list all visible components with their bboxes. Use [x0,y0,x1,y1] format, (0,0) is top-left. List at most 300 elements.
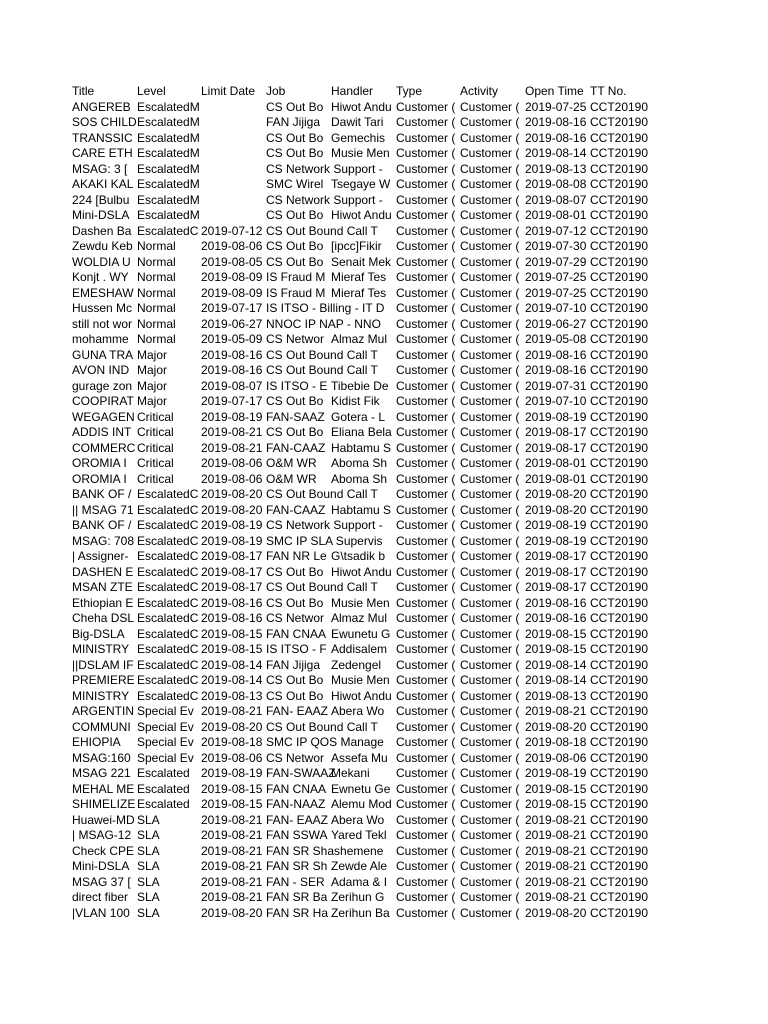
cell-open-time: 2019-08-19 [525,766,587,780]
cell-type: Customer ( [396,595,456,610]
cell-title: MSAG 37 [ [72,874,131,889]
cell-open-time: 2019-08-21 [525,890,587,904]
table-row [0,208,768,224]
cell-job: FAN SR Ha [266,905,329,920]
header-open-time: Open Time [525,84,584,98]
cell-tt-no: CCT20190 [590,564,649,579]
cell-tt-no: CCT20190 [590,177,649,191]
cell-level: Normal [137,270,176,284]
cell-level: Special Ev [137,719,194,734]
cell-job: O&M WR [266,456,317,470]
cell-activity: Customer ( [460,580,520,594]
cell-level: SLA [137,890,160,904]
cell-open-time: 2019-08-15 [525,642,587,656]
cell-level: EscalatedM [137,130,200,145]
cell-activity: Customer ( [460,347,520,362]
cell-title: MEHAL ME [72,781,135,796]
cell-tt-no: CCT20190 [590,99,649,114]
cell-job: FAN-SAAZ [266,409,325,424]
cell-handler: Tsegaye W [331,177,391,191]
cell-job: CS Out Bound Call T [266,347,378,362]
cell-activity: Customer ( [460,440,520,455]
cell-title: Mini-DSLA [72,859,130,873]
cell-type: Customer ( [396,347,456,362]
cell-tt-no: CCT20190 [590,704,649,718]
cell-title: MSAG: 3 [ [72,161,128,176]
cell-handler: Almaz Mul [331,332,388,346]
cell-limit-date: 2019-08-21 [201,425,263,439]
table-row [0,673,768,689]
cell-handler [331,518,396,534]
cell-handler [331,363,396,379]
cell-title: TRANSSIC [72,130,133,145]
cell-open-time: 2019-06-27 [525,316,587,331]
table-row [0,766,768,782]
cell-handler: Tibebie De [331,378,389,393]
cell-level: SLA [137,859,160,873]
cell-open-time: 2019-08-20 [525,487,587,501]
cell-title: Dashen Ba [72,223,132,238]
cell-level: EscalatedC [137,611,199,625]
cell-tt-no: CCT20190 [590,146,649,160]
table-row [0,270,768,286]
cell-activity: Customer ( [460,549,520,563]
cell-tt-no: CCT20190 [590,797,649,811]
cell-limit-date: 2019-08-18 [201,735,263,749]
cell-activity: Customer ( [460,99,520,114]
cell-open-time: 2019-08-13 [525,688,587,703]
cell-limit-date: 2019-08-17 [201,564,263,579]
table-row [0,487,768,503]
cell-limit-date: 2019-08-21 [201,440,263,455]
cell-type: Customer ( [396,192,456,207]
cell-limit-date: 2019-08-21 [201,704,263,718]
cell-limit-date [201,100,266,116]
cell-title: MSAG 221 [72,766,131,780]
cell-level: EscalatedC [137,688,199,703]
cell-handler: Zerihun G [331,890,385,904]
cell-limit-date: 2019-05-09 [201,332,263,346]
cell-job: CS Out Bo [266,146,324,160]
cell-handler [331,317,396,333]
cell-handler [331,162,396,178]
cell-title: Big-DSLA [72,626,125,641]
cell-tt-no: CCT20190 [590,409,649,424]
cell-open-time: 2019-08-16 [525,115,587,129]
cell-type: Customer ( [396,456,456,470]
cell-job: CS Out Bo [266,564,324,579]
cell-limit-date: 2019-08-07 [201,378,263,393]
cell-open-time: 2019-08-01 [525,471,587,486]
cell-type: Customer ( [396,254,456,269]
table-row [0,115,768,131]
cell-open-time: 2019-08-21 [525,812,587,827]
cell-type: Customer ( [396,130,456,145]
table-row [0,549,768,565]
cell-activity: Customer ( [460,812,520,827]
cell-limit-date: 2019-08-13 [201,688,263,703]
cell-type: Customer ( [396,208,456,222]
cell-type: Customer ( [396,332,456,346]
cell-open-time: 2019-08-14 [525,146,587,160]
cell-handler: Aboma Sh [331,456,388,470]
cell-handler: Senait Mek [331,254,392,269]
cell-open-time: 2019-08-20 [525,905,587,920]
cell-limit-date: 2019-08-14 [201,657,263,672]
table-row [0,875,768,891]
cell-type: Customer ( [396,99,456,114]
cell-handler [331,735,396,751]
cell-tt-no: CCT20190 [590,378,649,393]
cell-level: Major [137,363,168,377]
cell-title: direct fiber [72,890,129,904]
cell-tt-no: CCT20190 [590,425,649,439]
cell-activity: Customer ( [460,487,520,501]
table-row [0,379,768,395]
table-row [0,441,768,457]
cell-open-time: 2019-08-21 [525,828,587,842]
cell-open-time: 2019-08-14 [525,673,587,687]
cell-level: Special Ev [137,735,194,749]
cell-tt-no: CCT20190 [590,487,649,501]
cell-handler: [ipcc]Fikir [331,239,382,253]
cell-limit-date: 2019-08-20 [201,487,263,501]
cell-title: Cheha DSL [72,611,135,625]
table-row [0,410,768,426]
cell-job: CS Out Bo [266,239,324,253]
cell-limit-date [201,162,266,178]
cell-job: CS Out Bound Call T [266,719,378,734]
cell-handler: Hiwot Andu [331,688,392,703]
cell-activity: Customer ( [460,285,520,300]
cell-level: SLA [137,843,160,858]
cell-tt-no: CCT20190 [590,332,649,346]
cell-open-time: 2019-08-01 [525,208,587,222]
cell-handler [331,224,396,240]
cell-level: SLA [137,874,160,889]
cell-handler: Zewde Ale [331,859,388,873]
header-title: Title [72,84,95,98]
cell-limit-date: 2019-08-21 [201,859,263,873]
table-row [0,472,768,488]
cell-title: DASHEN E [72,564,134,579]
header-activity: Activity [460,84,499,98]
cell-tt-no: CCT20190 [590,285,649,300]
cell-handler: Musie Men [331,146,390,160]
cell-type: Customer ( [396,642,456,656]
cell-tt-no: CCT20190 [590,595,649,610]
cell-limit-date: 2019-08-17 [201,549,263,563]
cell-activity: Customer ( [460,425,520,439]
cell-handler: Addisalem [331,642,388,656]
cell-level: EscalatedC [137,626,199,641]
cell-tt-no: CCT20190 [590,549,649,563]
cell-level: EscalatedC [137,657,199,672]
cell-level: Normal [137,301,176,315]
cell-open-time: 2019-07-25 [525,270,587,284]
table-row [0,425,768,441]
table-row [0,177,768,193]
cell-activity: Customer ( [460,704,520,718]
cell-job: CS Out Bo [266,254,324,269]
cell-type: Customer ( [396,812,456,827]
cell-title: |VLAN 100 [72,905,130,920]
cell-job: CS Out Bo [266,208,324,222]
cell-limit-date: 2019-08-19 [201,518,263,532]
cell-tt-no: CCT20190 [590,688,649,703]
cell-title: BANK OF / [72,518,132,532]
cell-handler: Ewunetu G [331,626,391,641]
table-row [0,859,768,875]
cell-job: O&M WR [266,471,317,486]
cell-limit-date: 2019-08-16 [201,363,263,377]
cell-limit-date: 2019-07-12 [201,223,263,238]
cell-activity: Customer ( [460,363,520,377]
cell-job: FAN Jijiga [266,115,321,129]
cell-limit-date [201,177,266,193]
cell-activity: Customer ( [460,378,520,393]
cell-limit-date: 2019-07-17 [201,301,263,315]
cell-title: MSAG:160 [72,750,131,765]
cell-open-time: 2019-08-08 [525,177,587,191]
cell-limit-date: 2019-08-19 [201,409,263,424]
cell-title: still not wor [72,316,133,331]
cell-open-time: 2019-08-21 [525,843,587,858]
cell-type: Customer ( [396,843,456,858]
cell-type: Customer ( [396,673,456,687]
cell-activity: Customer ( [460,502,520,517]
cell-tt-no: CCT20190 [590,130,649,145]
cell-type: Customer ( [396,270,456,284]
cell-type: Customer ( [396,580,456,594]
cell-handler: Eliana Bela [331,425,392,439]
cell-tt-no: CCT20190 [590,905,649,920]
cell-level: EscalatedM [137,115,200,129]
cell-handler: Yared Tekl [331,828,387,842]
cell-job: FAN-NAAZ [266,797,326,811]
table-row [0,255,768,271]
cell-type: Customer ( [396,239,456,253]
cell-open-time: 2019-08-16 [525,595,587,610]
cell-job: FAN CNAA [266,781,327,796]
cell-job: CS Out Bo [266,99,324,114]
cell-type: Customer ( [396,177,456,191]
cell-job: FAN-SWAAZ [266,766,336,780]
cell-level: EscalatedC [137,549,199,563]
cell-level: Special Ev [137,704,194,718]
cell-level: EscalatedM [137,208,200,222]
cell-level: SLA [137,828,160,842]
cell-job: CS Networ [266,332,325,346]
cell-open-time: 2019-07-25 [525,99,587,114]
cell-job: IS Fraud M [266,270,326,284]
cell-job: IS Fraud M [266,285,326,300]
cell-title: AKAKI KAL [72,177,134,191]
cell-tt-no: CCT20190 [590,440,649,455]
cell-open-time: 2019-08-17 [525,549,587,563]
cell-job: CS Networ [266,750,325,765]
cell-title: COMMUNI [72,719,131,734]
cell-activity: Customer ( [460,332,520,346]
table-row [0,627,768,643]
table-row [0,906,768,922]
cell-limit-date: 2019-08-21 [201,812,263,827]
cell-type: Customer ( [396,611,456,625]
cell-job: FAN SR Sh [266,859,328,873]
cell-limit-date: 2019-08-09 [201,270,263,284]
table-row [0,534,768,550]
table-row [0,131,768,147]
cell-activity: Customer ( [460,254,520,269]
cell-tt-no: CCT20190 [590,673,649,687]
cell-handler: Zerihun Ba [331,905,390,920]
table-row [0,596,768,612]
cell-title: Hussen Mc [72,301,133,315]
cell-job: FAN-CAAZ [266,502,326,517]
cell-type: Customer ( [396,316,456,331]
cell-open-time: 2019-07-12 [525,223,587,238]
cell-open-time: 2019-08-07 [525,192,587,207]
cell-activity: Customer ( [460,239,520,253]
table-row [0,394,768,410]
cell-level: SLA [137,812,160,827]
cell-activity: Customer ( [460,533,520,548]
cell-type: Customer ( [396,735,456,749]
table-row [0,844,768,860]
cell-open-time: 2019-08-17 [525,580,587,594]
cell-limit-date [201,115,266,131]
table-row [0,348,768,364]
cell-activity: Customer ( [460,564,520,579]
table-row [0,813,768,829]
cell-activity: Customer ( [460,146,520,160]
cell-open-time: 2019-08-18 [525,735,587,749]
cell-tt-no: CCT20190 [590,657,649,672]
cell-title: EHIOPIA [72,735,121,749]
cell-handler: Musie Men [331,595,390,610]
cell-tt-no: CCT20190 [590,254,649,269]
table-row [0,828,768,844]
cell-level: Escalated [137,781,190,796]
cell-activity: Customer ( [460,657,520,672]
cell-handler: G\tsadik b [331,549,386,563]
cell-job: CS Out Bound Call T [266,223,378,238]
cell-level: Critical [137,440,174,455]
table-row [0,286,768,302]
cell-activity: Customer ( [460,316,520,331]
cell-activity: Customer ( [460,161,520,176]
cell-activity: Customer ( [460,750,520,765]
cell-job: CS Out Bound Call T [266,580,378,594]
cell-job: CS Networ [266,611,325,625]
cell-title: CARE ETH [72,146,133,160]
cell-handler: Mekani [331,766,370,780]
cell-limit-date: 2019-08-15 [201,781,263,796]
cell-handler: Mieraf Tes [331,285,387,300]
cell-type: Customer ( [396,161,456,176]
cell-handler [331,301,396,317]
cell-tt-no: CCT20190 [590,161,649,176]
cell-job: CS Network Support - [266,518,383,532]
cell-limit-date: 2019-08-15 [201,797,263,811]
cell-tt-no: CCT20190 [590,456,649,470]
cell-handler [331,193,396,209]
cell-level: EscalatedC [137,518,199,532]
cell-limit-date: 2019-08-06 [201,750,263,765]
cell-open-time: 2019-08-13 [525,161,587,176]
cell-open-time: 2019-08-01 [525,456,587,470]
header-job: Job [266,84,286,98]
cell-tt-no: CCT20190 [590,115,649,129]
cell-activity: Customer ( [460,735,520,749]
cell-activity: Customer ( [460,673,520,687]
cell-title: WEGAGEN [72,409,135,424]
cell-job: CS Out Bo [266,394,324,408]
cell-level: Critical [137,425,174,439]
cell-limit-date: 2019-07-17 [201,394,263,408]
cell-handler [331,580,396,596]
cell-tt-no: CCT20190 [590,270,649,284]
table-row [0,332,768,348]
cell-job: CS Out Bo [266,425,324,439]
cell-title: Huawei-MD [72,812,135,827]
cell-activity: Customer ( [460,394,520,408]
cell-type: Customer ( [396,363,456,377]
cell-title: OROMIA I [72,456,127,470]
cell-activity: Customer ( [460,518,520,532]
cell-open-time: 2019-08-19 [525,409,587,424]
cell-limit-date: 2019-08-15 [201,626,263,641]
cell-activity: Customer ( [460,208,520,222]
cell-tt-no: CCT20190 [590,626,649,641]
cell-title: BANK OF / [72,487,132,501]
table-row [0,301,768,317]
cell-title: SOS CHILD [72,115,137,129]
cell-level: Normal [137,316,176,331]
cell-job: CS Out Bo [266,688,324,703]
cell-activity: Customer ( [460,471,520,486]
cell-level: EscalatedC [137,673,199,687]
cell-level: Major [137,378,168,393]
cell-type: Customer ( [396,533,456,548]
table-row [0,146,768,162]
cell-activity: Customer ( [460,859,520,873]
cell-open-time: 2019-08-21 [525,874,587,889]
cell-type: Customer ( [396,688,456,703]
cell-type: Customer ( [396,409,456,424]
cell-job: IS ITSO - E [266,378,328,393]
cell-limit-date: 2019-08-16 [201,347,263,362]
cell-level: Escalated [137,797,190,811]
cell-type: Customer ( [396,626,456,641]
cell-open-time: 2019-08-16 [525,611,587,625]
cell-tt-no: CCT20190 [590,828,649,842]
cell-title: OROMIA I [72,471,127,486]
cell-limit-date [201,146,266,162]
cell-tt-no: CCT20190 [590,518,649,532]
cell-open-time: 2019-08-14 [525,657,587,672]
cell-limit-date: 2019-08-06 [201,239,263,253]
cell-open-time: 2019-05-08 [525,332,587,346]
cell-open-time: 2019-08-19 [525,518,587,532]
table-row [0,580,768,596]
cell-limit-date [201,193,266,209]
cell-activity: Customer ( [460,781,520,796]
table-row [0,193,768,209]
table-row [0,720,768,736]
cell-handler [331,720,396,736]
cell-tt-no: CCT20190 [590,812,649,827]
